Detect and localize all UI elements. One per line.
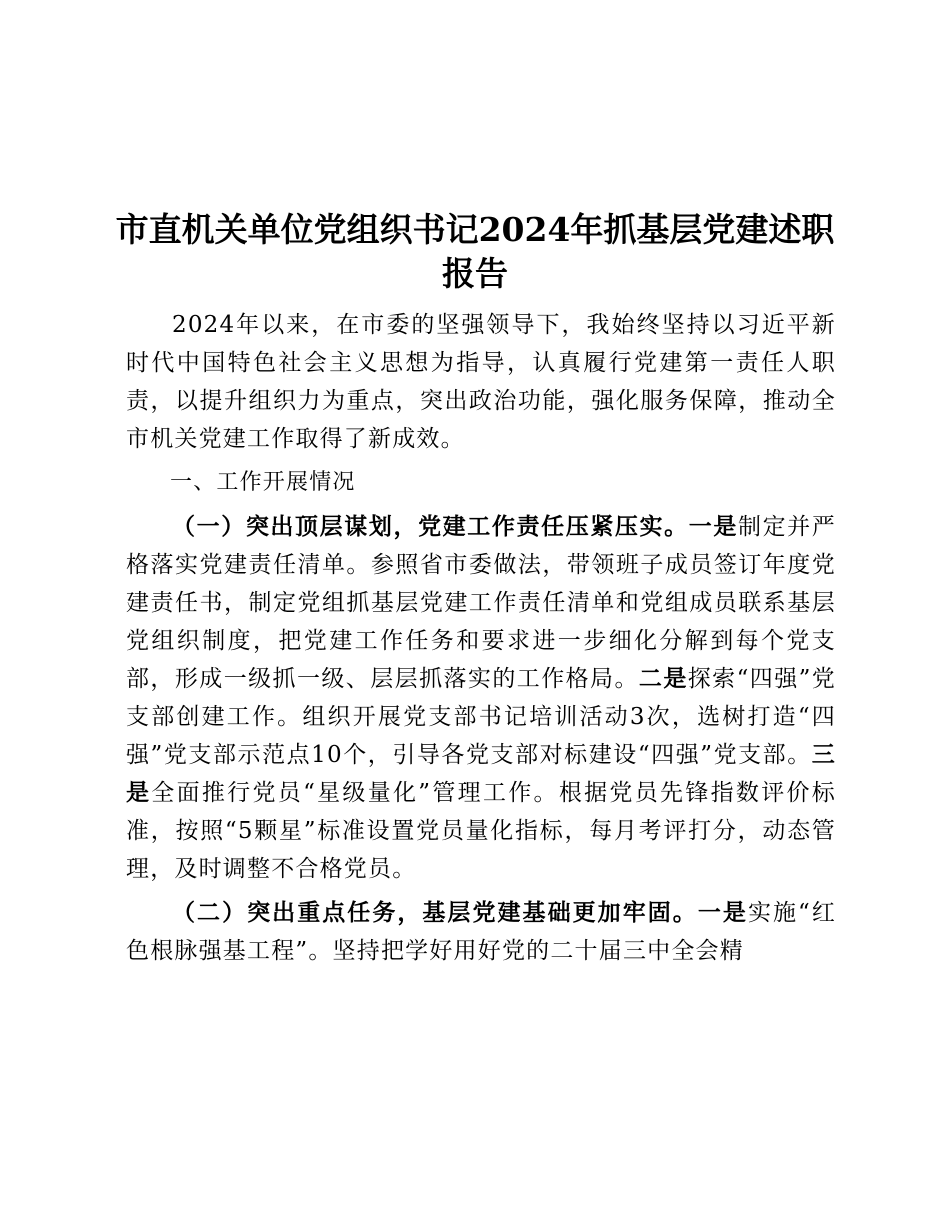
- document-body: [126, 306, 836, 976]
- subsection-2-paragraph: [126, 894, 836, 970]
- intro-paragraph: 2024年以来，在市委的坚强领导下，我始终坚持以习近平新时代中国特色社会主义思想为指导，认真履行党建第一责任人职责，以提升组织力为重点，突出政治功能，强化服务保障，推动全市机关党建工作取得了新成效。: [126, 312, 836, 452]
- point-text: 探索“四强”党支部创建工作。组织开展党支部书记培训活动3次，选树打造“四强”党支部示范点10个，引导各党支部对标建设“四强”党支部。: [126, 666, 837, 768]
- subsection-1-heading: （一）突出顶层谋划，党建工作责任压紧压实。: [172, 513, 689, 540]
- point-text: 全面推行党员“星级量化”管理工作。根据党员先锋指数评价标准，按照“5颗星”标准设置党员量化指标，每月考评打分，动态管理，及时调整不合格党员。: [126, 780, 836, 882]
- point-text: 实施“红色根脉强基工程”。坚持把学好用好党的二十届三中全会精: [126, 900, 837, 964]
- point-marker: 二是: [638, 665, 688, 692]
- subsection-2-heading: （二）突出重点任务，基层党建基础更加牢固。: [172, 899, 698, 926]
- point-text: 制定并严格落实党建责任清单。参照省市委做法，带领班子成员签订年度党建责任书，制定党组抓基层党建工作责任清单和党组成员联系基层党组织制度，把党建工作任务和要求进一步细化分解到每个党支部，形成一级抓一级、层层抓落实的工作格局。: [126, 514, 836, 692]
- point-marker: 一是: [697, 899, 748, 926]
- point-marker: 三是: [126, 741, 836, 806]
- point-marker: 一是: [688, 513, 738, 540]
- document-title: 市直机关单位党组织书记2024年抓基层党建述职报告: [115, 210, 835, 293]
- subsection-1-paragraph: [126, 508, 836, 888]
- section-heading-1: 一、工作开展情况: [170, 470, 356, 495]
